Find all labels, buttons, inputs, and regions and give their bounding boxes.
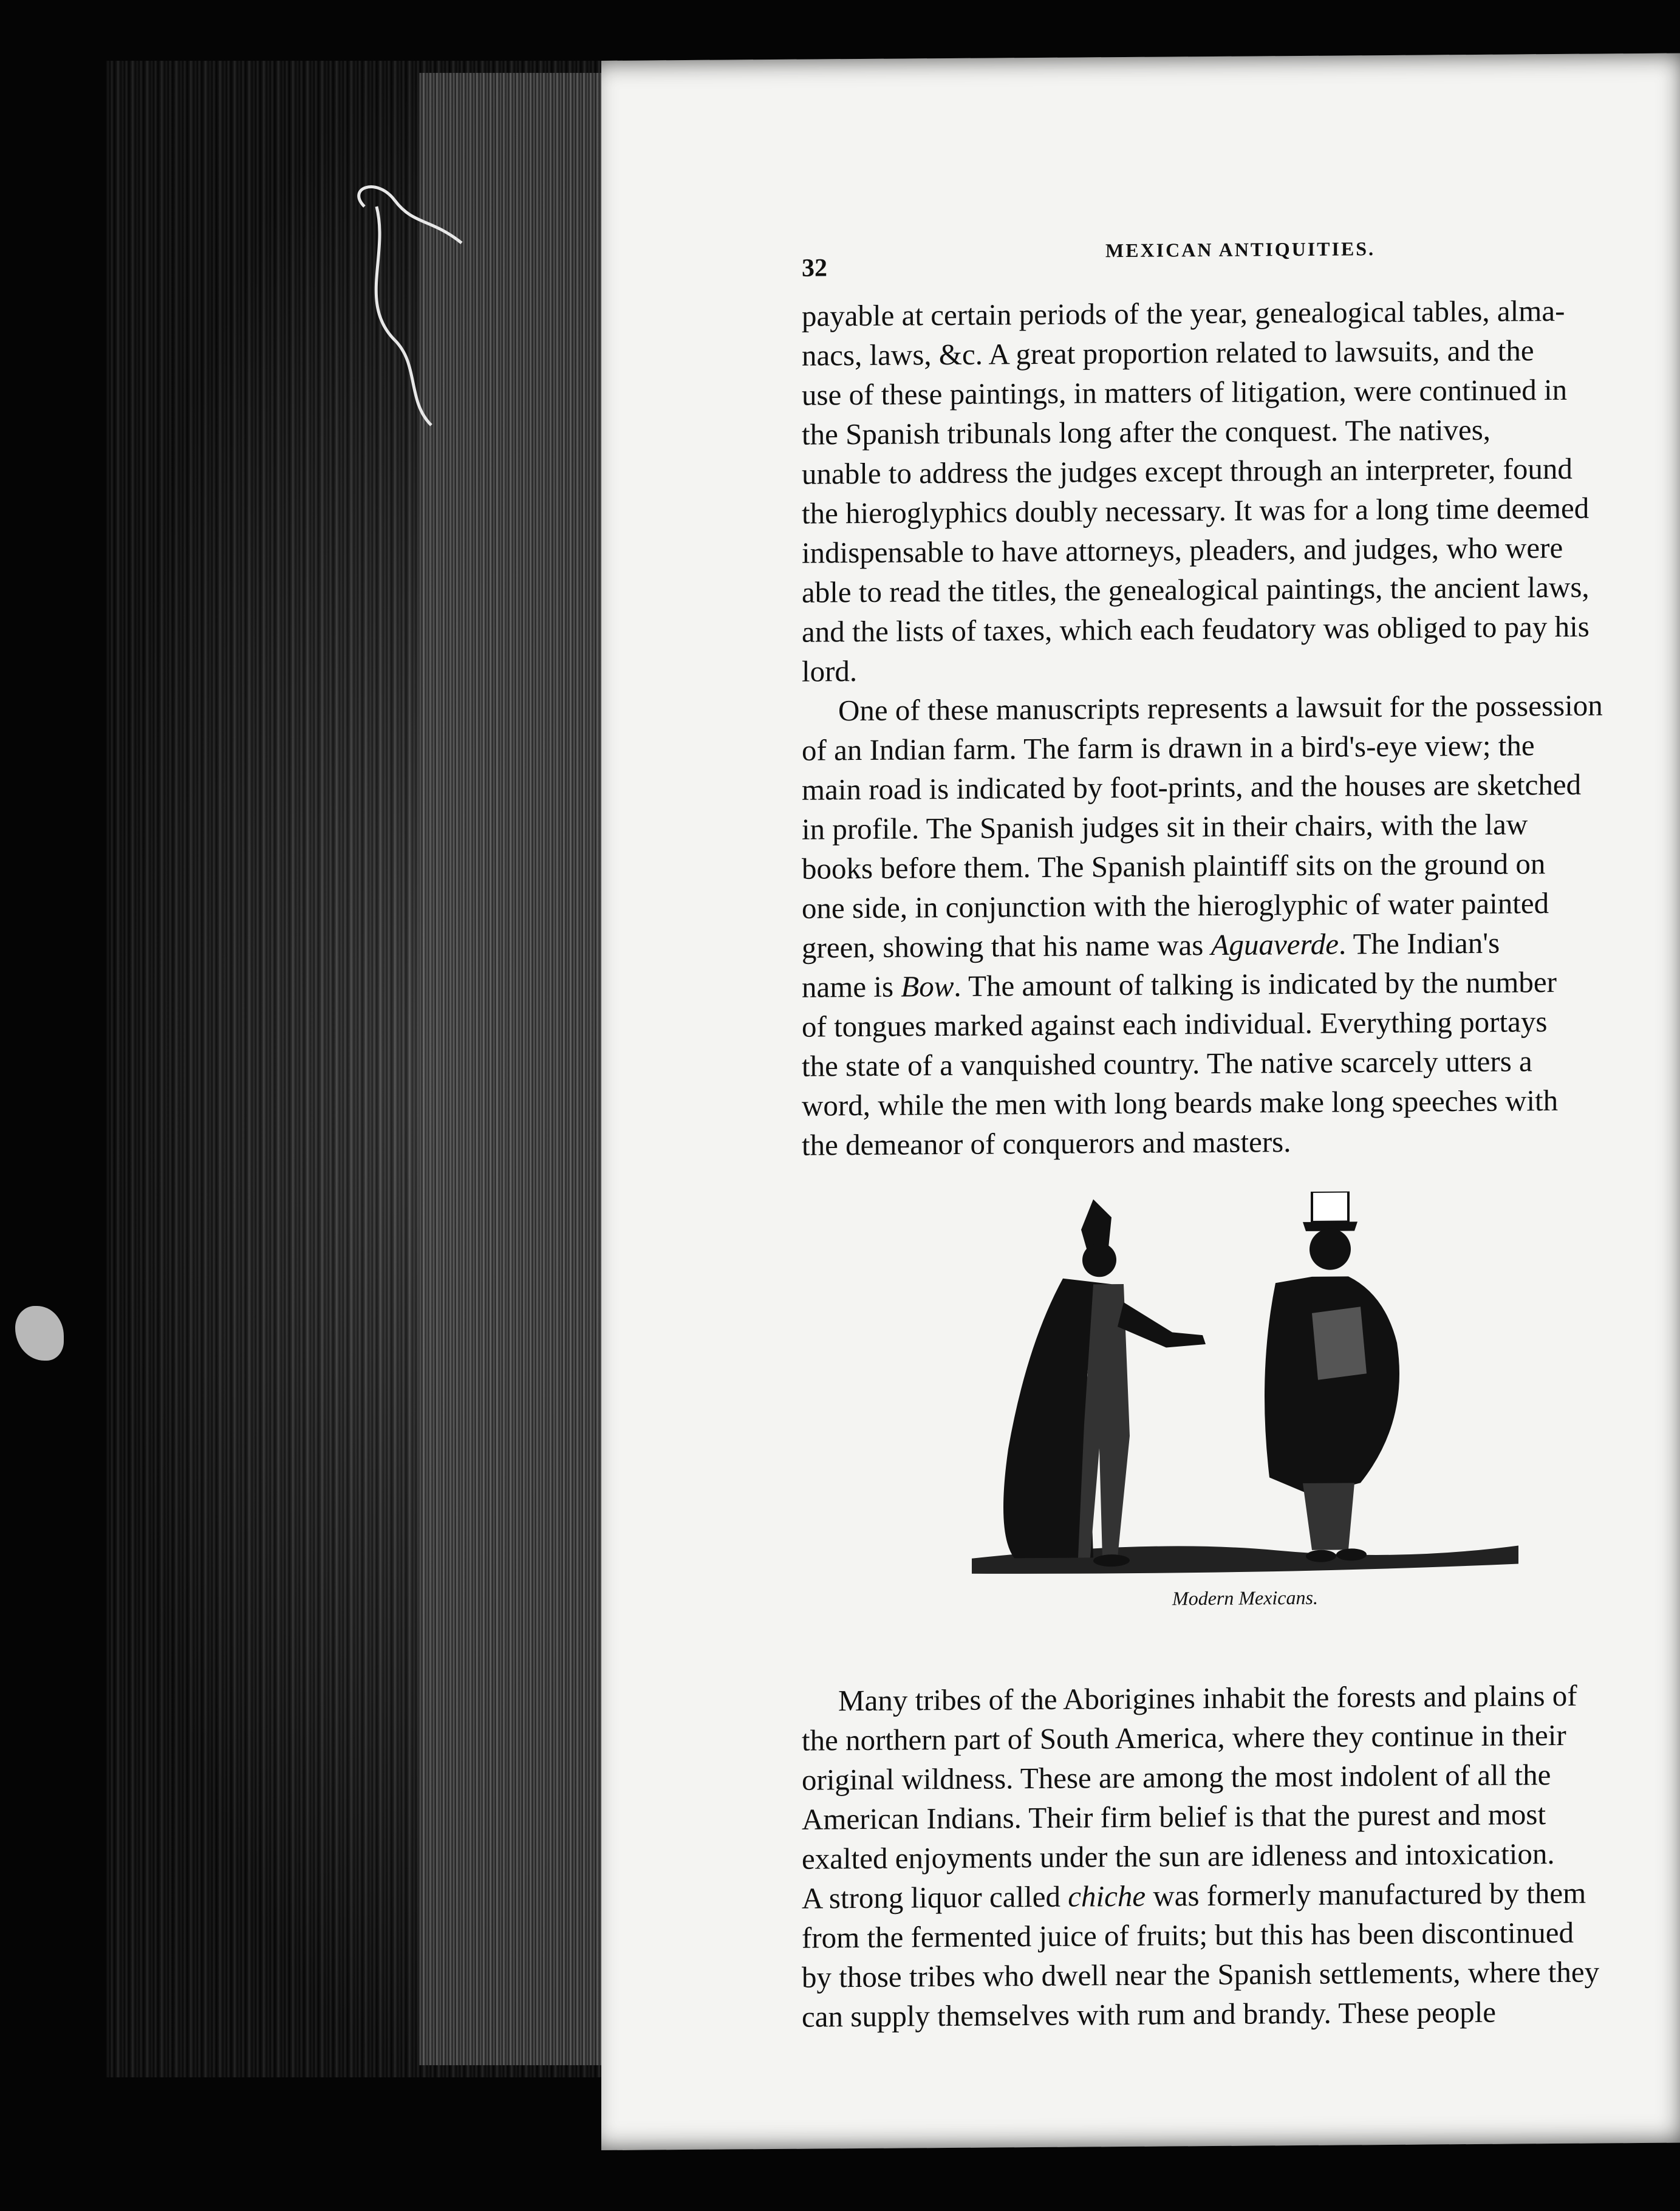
text-line: lord. — [802, 654, 858, 688]
text-line: the northern part of South America, where they continue in their — [802, 1718, 1566, 1757]
text-line: by those tribes who dwell near the Spanish settlements, where they — [802, 1955, 1600, 1994]
text-line: of an Indian farm. The farm is drawn in a bird's-eye view; the — [802, 728, 1535, 767]
text-line: indispensable to have attorneys, pleaders, and judges, who were — [802, 530, 1563, 570]
italic-name: Aguaverde — [1210, 927, 1339, 962]
paragraph-1 — [802, 290, 1680, 691]
paragraph-3 — [802, 1675, 1680, 2036]
text-line: in profile. The Spanish judges sit in their chairs, with the law — [802, 807, 1528, 846]
text-line: word, while the men with long beards make long speeches with — [802, 1084, 1559, 1123]
text-run: name is — [802, 969, 901, 1004]
text-line: books before them. The Spanish plaintiff sits on the ground on — [802, 847, 1546, 886]
engraving-modern-mexicans — [972, 1190, 1518, 1582]
text-line: payable at certain periods of the year, genealogical tables, alma- — [802, 293, 1565, 333]
paper-fragment — [15, 1306, 64, 1361]
text-line — [802, 921, 1680, 967]
figure-caption: Modern Mexicans. — [1172, 1586, 1318, 1610]
text-line: use of these paintings, in matters of litigation, were continued in — [802, 372, 1568, 412]
running-title: MEXICAN ANTIQUITIES. — [1105, 238, 1376, 262]
text-line: the state of a vanquished country. The native scarcely utters a — [802, 1044, 1532, 1083]
text-line: Many tribes of the Aborigines inhabit the forests and plains of — [838, 1678, 1577, 1718]
figure-right — [1265, 1191, 1399, 1563]
text-line: original wildness. These are among the most indolent of all the — [802, 1758, 1551, 1797]
text-line: one side, in conjunction with the hieroglyphic of water painted — [802, 886, 1549, 925]
text-line: the Spanish tribunals long after the conquest. The natives, — [802, 412, 1491, 451]
text-run: was formerly manufactured by them — [1146, 1876, 1586, 1913]
text-line: the hieroglyphics doubly necessary. It was for a long time deemed — [802, 491, 1590, 530]
text-line: unable to address the judges except through an interpreter, found — [802, 451, 1572, 491]
illustration — [972, 1190, 1518, 1655]
text-run: . The amount of talking is indicated by the number — [954, 965, 1557, 1003]
text-line: main road is indicated by foot-prints, and the houses are sketched — [802, 767, 1582, 807]
text-line: of tongues marked against each individual. Everything portays — [802, 1005, 1548, 1044]
text-line: exalted enjoyments under the sun are idleness and intoxication. — [802, 1837, 1555, 1876]
text-line: One of these manuscripts represents a lawsuit for the possession — [838, 688, 1603, 728]
text-run: . The Indian's — [1339, 926, 1500, 961]
text-line: American Indians. Their firm belief is that the purest and most — [802, 1797, 1546, 1836]
figure-left — [1003, 1198, 1206, 1567]
text-line: from the fermented juice of fruits; but this has been discontinued — [802, 1915, 1574, 1955]
text-line — [802, 961, 1680, 1006]
text-line: and the lists of taxes, which each feudatory was obliged to pay his — [802, 609, 1590, 649]
text-line: the demeanor of conquerors and masters. — [802, 1125, 1291, 1162]
page-number: 32 — [802, 254, 827, 282]
text-line: nacs, laws, &c. A great proportion related to lawsuits, and the — [802, 333, 1534, 372]
text-run: green, showing that his name was — [802, 928, 1211, 965]
text-line: can supply themselves with rum and brandy. These people — [802, 1995, 1497, 2034]
italic-word: chiche — [1068, 1879, 1146, 1913]
italic-name: Bow — [901, 969, 954, 1003]
text-line: able to read the titles, the genealogical paintings, the ancient laws, — [802, 570, 1590, 609]
text-run: A strong liquor called — [802, 1879, 1068, 1915]
paragraph-2 — [802, 685, 1680, 1164]
loose-thread — [340, 182, 486, 437]
text-line — [802, 1872, 1680, 1918]
page-content — [802, 235, 1680, 2036]
book-page — [601, 53, 1680, 2150]
running-head — [802, 235, 1680, 296]
